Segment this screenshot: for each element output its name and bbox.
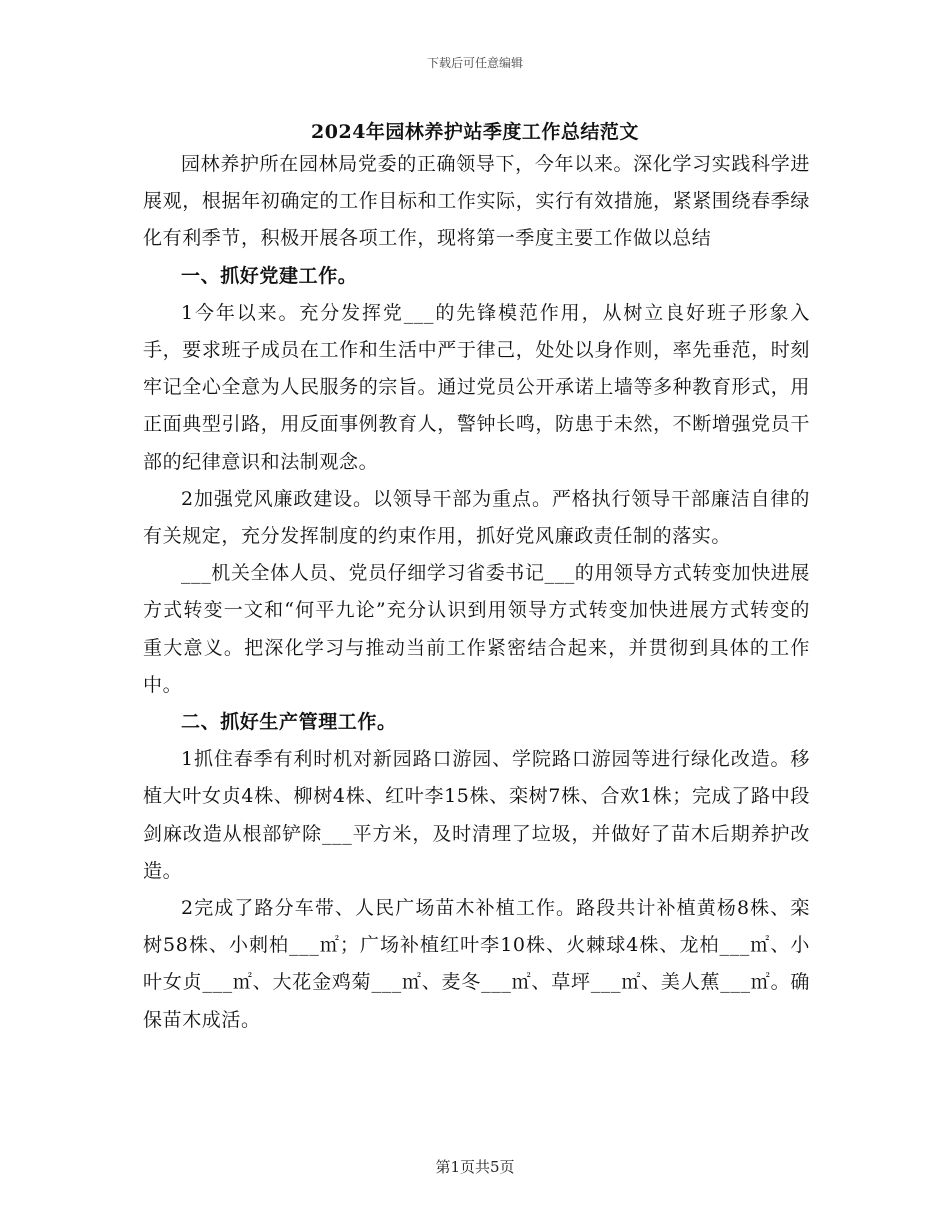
paragraph-party-1: 1今年以来。充分发挥党___的先锋模范作用，从树立良好班子形象入手，要求班子成员在工作和生活中严于律己，处处以身作则，率先垂范，时刻牢记全心全意为人民服务的宗旨。通过党员公开承诺上墙等多种教育形式，用正面典型引路，用反面事例教育人，警钟长鸣，防患于未然，不断增强党员干部的纪律意识和法制观念。: [143, 301, 810, 473]
paragraph-production-2: 2完成了路分车带、人民广场苗木补植工作。路段共计补植黄杨8株、栾树58株、小刺柏___㎡；广场补植红叶李10株、火棘球4株、龙柏___㎡、小叶女贞___㎡、大花金鸡菊___㎡、麦冬___㎡、草坪___㎡、美人蕉___㎡。确保苗木成活。: [143, 897, 810, 1031]
section-heading-production: 二、抓好生产管理工作。: [181, 711, 397, 734]
section-heading-party-building: 一、抓好党建工作。: [181, 264, 358, 287]
header-note: 下载后可任意编辑: [426, 56, 523, 70]
paragraph-production-1: 1抓住春季有利时机对新园路口游园、学院路口游园等进行绿化改造。移植大叶女贞4株、柳树4株、红叶李15株、栾树7株、合欢1株；完成了路中段剑麻改造从根部铲除___平方米，及时清理了垃圾，并做好了苗木后期养护改造。: [143, 748, 810, 882]
document-body: [143, 146, 810, 1039]
page-footer: 第1页共5页: [435, 1158, 515, 1176]
paragraph-party-2: 2加强党风廉政建设。以领导干部为重点。严格执行领导干部廉洁自律的有关规定，充分发挥制度的约束作用，抓好党风廉政责任制的落实。: [143, 487, 810, 548]
document-title: 2024年园林养护站季度工作总结范文: [311, 121, 639, 143]
paragraph-intro: 园林养护所在园林局党委的正确领导下，今年以来。深化学习实践科学进展观，根据年初确定的工作目标和工作实际，实行有效措施，紧紧围绕春季绿化有利季节，积极开展各项工作，现将第一季度主要工作做以总结: [143, 153, 810, 250]
paragraph-party-3: ___机关全体人员、党员仔细学习省委书记___的用领导方式转变加快进展方式转变一文和“何平九论”充分认识到用领导方式转变加快进展方式转变的重大意义。把深化学习与推动当前工作紧密结合起来，并贯彻到具体的工作中。: [143, 562, 811, 696]
